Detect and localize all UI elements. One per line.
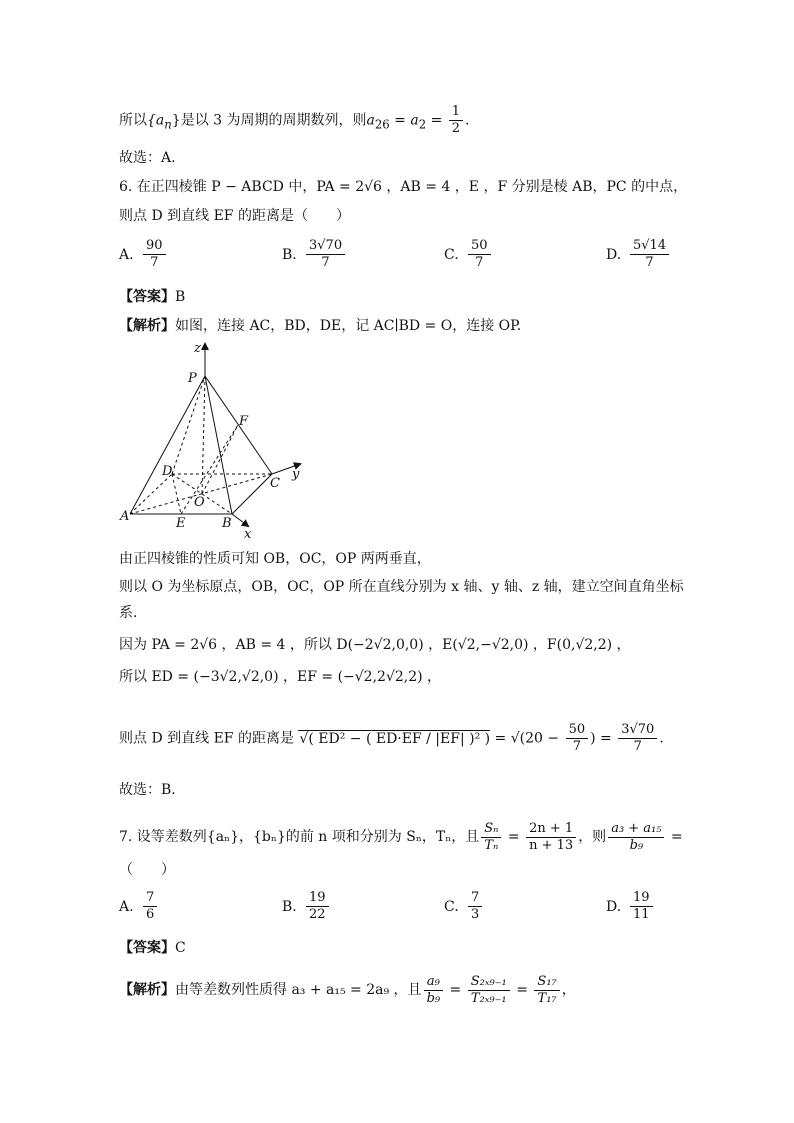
- answer-line-1: 故选：A.: [119, 150, 176, 166]
- frac-num: 3√70: [618, 722, 657, 739]
- frac-num: 2n + 1: [526, 821, 576, 838]
- frac-den: 22: [309, 907, 326, 922]
- frac-num: 5√14: [630, 238, 669, 255]
- frac-den: 3: [471, 907, 480, 922]
- expr-eq1: = a: [389, 112, 419, 129]
- sol-line-5: 所以 ED = (−3√2,√2,0) ，EF = (−√2,2√2,2) ，: [119, 669, 442, 685]
- distance-mid: = √(20 −: [490, 730, 564, 747]
- text-prefix: 所以: [119, 112, 147, 129]
- frac-num: 7: [468, 890, 482, 907]
- label-c: C: [270, 476, 280, 491]
- analysis-tag: 【解析】: [119, 982, 175, 998]
- frac-den: b₉: [426, 990, 441, 1006]
- label-e: E: [176, 516, 186, 531]
- frac-num: 19: [306, 890, 329, 907]
- sol-line-6: [119, 722, 664, 755]
- q6-answer-line: [119, 287, 185, 307]
- option-frac: [468, 890, 482, 923]
- distance-close: ): [590, 730, 596, 747]
- answer-value: B: [175, 289, 186, 305]
- answer-value: C: [175, 940, 186, 956]
- q7-option-a: [119, 890, 159, 923]
- frac-den: T₂ₓ₉₋₁: [470, 990, 507, 1006]
- text-end: .: [465, 112, 470, 129]
- seq-sub: n: [164, 117, 172, 132]
- expr-a: a: [366, 112, 375, 129]
- distance-prefix: 则点 D 到直线 EF 的距离是: [119, 730, 294, 747]
- distance-eq: =: [595, 730, 617, 747]
- distance-formula: √( ED² − ( ED·EF / |EF| )² ): [299, 730, 491, 747]
- sol-line-4: 因为 PA = 2√6 ，AB = 4 ，所以 D(−2√2,0,0) ，E(√2,−√2,0) ，F(0,√2,2) ，: [119, 637, 631, 653]
- frac-s17-t17: [534, 974, 559, 1007]
- q6-option-d: [606, 238, 671, 271]
- frac-den: 7: [150, 255, 159, 270]
- option-frac: [306, 238, 345, 271]
- q7-option-c: [444, 890, 484, 923]
- option-frac: [630, 890, 653, 923]
- option-label: A.: [119, 898, 134, 915]
- analysis-tag: 【解析】: [119, 318, 175, 334]
- frac-den: n + 13: [529, 837, 574, 853]
- sol-line-3: 系.: [119, 605, 138, 621]
- label-a: A: [120, 509, 130, 524]
- sol-answer-line: 故选：B.: [119, 782, 176, 798]
- frac-den: b₉: [629, 837, 644, 853]
- fraction-half: [449, 104, 463, 137]
- analysis-text: 由等差数列性质得 a₃ + a₁₅ = 2a₉ ，且: [175, 982, 422, 998]
- option-frac: [468, 238, 491, 271]
- analysis-text: 如图，连接 AC，BD，DE，记 AC∣BD = O，连接 OP.: [175, 318, 522, 334]
- frac-result: [618, 722, 657, 755]
- sol-line-2: 则以 O 为坐标原点，OB，OC，OP 所在直线分别为 x 轴、y 轴、z 轴，建立空间直角坐标: [119, 579, 684, 595]
- option-frac: [143, 890, 157, 923]
- frac-den: 11: [633, 907, 650, 922]
- q6-option-c: [444, 238, 493, 271]
- frac-den: 7: [321, 255, 330, 270]
- frac-num: 3√70: [306, 238, 345, 255]
- sub-2: 2: [418, 117, 427, 132]
- q7-stem-line: [119, 820, 683, 854]
- q7-answer-line: [119, 938, 186, 958]
- label-p: P: [188, 371, 197, 386]
- option-frac: [630, 238, 669, 271]
- analysis-end: ，: [561, 982, 576, 998]
- label-f: F: [239, 414, 249, 429]
- frac-num: S₂ₓ₉₋₁: [468, 974, 510, 991]
- frac-num: 50: [566, 722, 589, 739]
- frac-num: Sₙ: [481, 821, 501, 838]
- option-frac: [143, 238, 166, 271]
- frac-den: T₁₇: [537, 990, 557, 1006]
- frac-s-t: [481, 821, 501, 854]
- option-label: B.: [282, 898, 297, 915]
- q7-option-d: [606, 890, 655, 923]
- sub-26: 26: [374, 117, 390, 132]
- frac-den: 7: [572, 739, 581, 754]
- answer-tag: 【答案】: [119, 289, 175, 305]
- frac-den: 7: [633, 739, 642, 754]
- frac-den: 7: [475, 255, 484, 270]
- distance-end: .: [659, 730, 664, 747]
- q6-stem-line-a: 6. 在正四棱锥 P − ABCD 中，PA = 2√6 ，AB = 4 ，E ，F 分别是棱 AB，PC 的中点，: [119, 179, 688, 195]
- period-conclusion-line: [119, 104, 470, 137]
- q7-stem-text: 7. 设等差数列{aₙ}，{bₙ}的前 n 项和分别为 Sₙ，Tₙ，且: [119, 829, 480, 845]
- frac-den: 2: [451, 121, 461, 136]
- label-b: B: [222, 516, 232, 531]
- q6-option-b: [282, 238, 347, 271]
- q6-option-a: [119, 238, 168, 271]
- frac-ratio: [526, 821, 576, 854]
- frac-num: a₉: [424, 974, 443, 991]
- label-o: O: [194, 495, 205, 510]
- frac-num: 7: [143, 890, 157, 907]
- option-label: C.: [444, 246, 459, 263]
- option-label: C.: [444, 898, 459, 915]
- frac-num: 90: [143, 238, 166, 255]
- seq-open: {a: [147, 112, 165, 129]
- answer-tag: 【答案】: [119, 940, 175, 956]
- q7-analysis-line: 【解析】由等差数列性质得 a₃ + a₁₅ = 2a₉ ，且 $\frac{\text{a₉}}{\text{b₉}}$ = $\frac{\text{S₂ₓ₉₋₁}}{\text{T₂ₓ₉₋₁}}$ = $\frac{\text{S₁₇}}{\text{T₁₇}}$ ，: [119, 973, 576, 1006]
- pyramid-figure: [110, 336, 320, 546]
- x-axis: [232, 514, 248, 526]
- label-z: z: [194, 341, 201, 356]
- label-d: D: [162, 464, 173, 479]
- sol-line-1: 由正四棱锥的性质可知 OB，OC，OP 两两垂直，: [119, 551, 431, 567]
- label-y: y: [292, 467, 300, 482]
- dashed-edges: [130, 376, 272, 514]
- q7-paren: （ ）: [119, 862, 175, 878]
- frac-s-t-general: [468, 974, 510, 1007]
- option-label: A.: [119, 246, 134, 263]
- q7-option-b: [282, 890, 331, 923]
- seq-close: }: [171, 112, 181, 129]
- option-label: D.: [606, 898, 622, 915]
- option-label: D.: [606, 246, 622, 263]
- expr-eq2: =: [426, 112, 447, 129]
- frac-num: a₃ + a₁₅: [608, 821, 664, 838]
- q7-tail: =: [666, 829, 683, 845]
- label-x: x: [244, 527, 252, 542]
- q6-analysis-line: [119, 316, 521, 336]
- frac-target: [608, 821, 664, 854]
- text-middle: 是以 3 为周期的周期数列，则: [180, 112, 367, 129]
- q6-stem-line-b: 则点 D 到直线 EF 的距离是（ ）: [119, 208, 350, 224]
- solid-edges: [130, 376, 272, 514]
- frac-num: 1: [449, 104, 463, 121]
- q7-eq: =: [503, 829, 525, 845]
- frac-den: Tₙ: [484, 837, 499, 853]
- frac-num: 19: [630, 890, 653, 907]
- option-label: B.: [282, 246, 297, 263]
- frac-num: 50: [468, 238, 491, 255]
- frac-num: S₁₇: [534, 974, 559, 991]
- q7-then: ，则: [578, 829, 607, 845]
- frac-den: 6: [146, 907, 155, 922]
- frac-a9-b9: [424, 974, 444, 1007]
- frac-50-7: [566, 722, 589, 755]
- frac-den: 7: [645, 255, 654, 270]
- option-frac: [306, 890, 329, 923]
